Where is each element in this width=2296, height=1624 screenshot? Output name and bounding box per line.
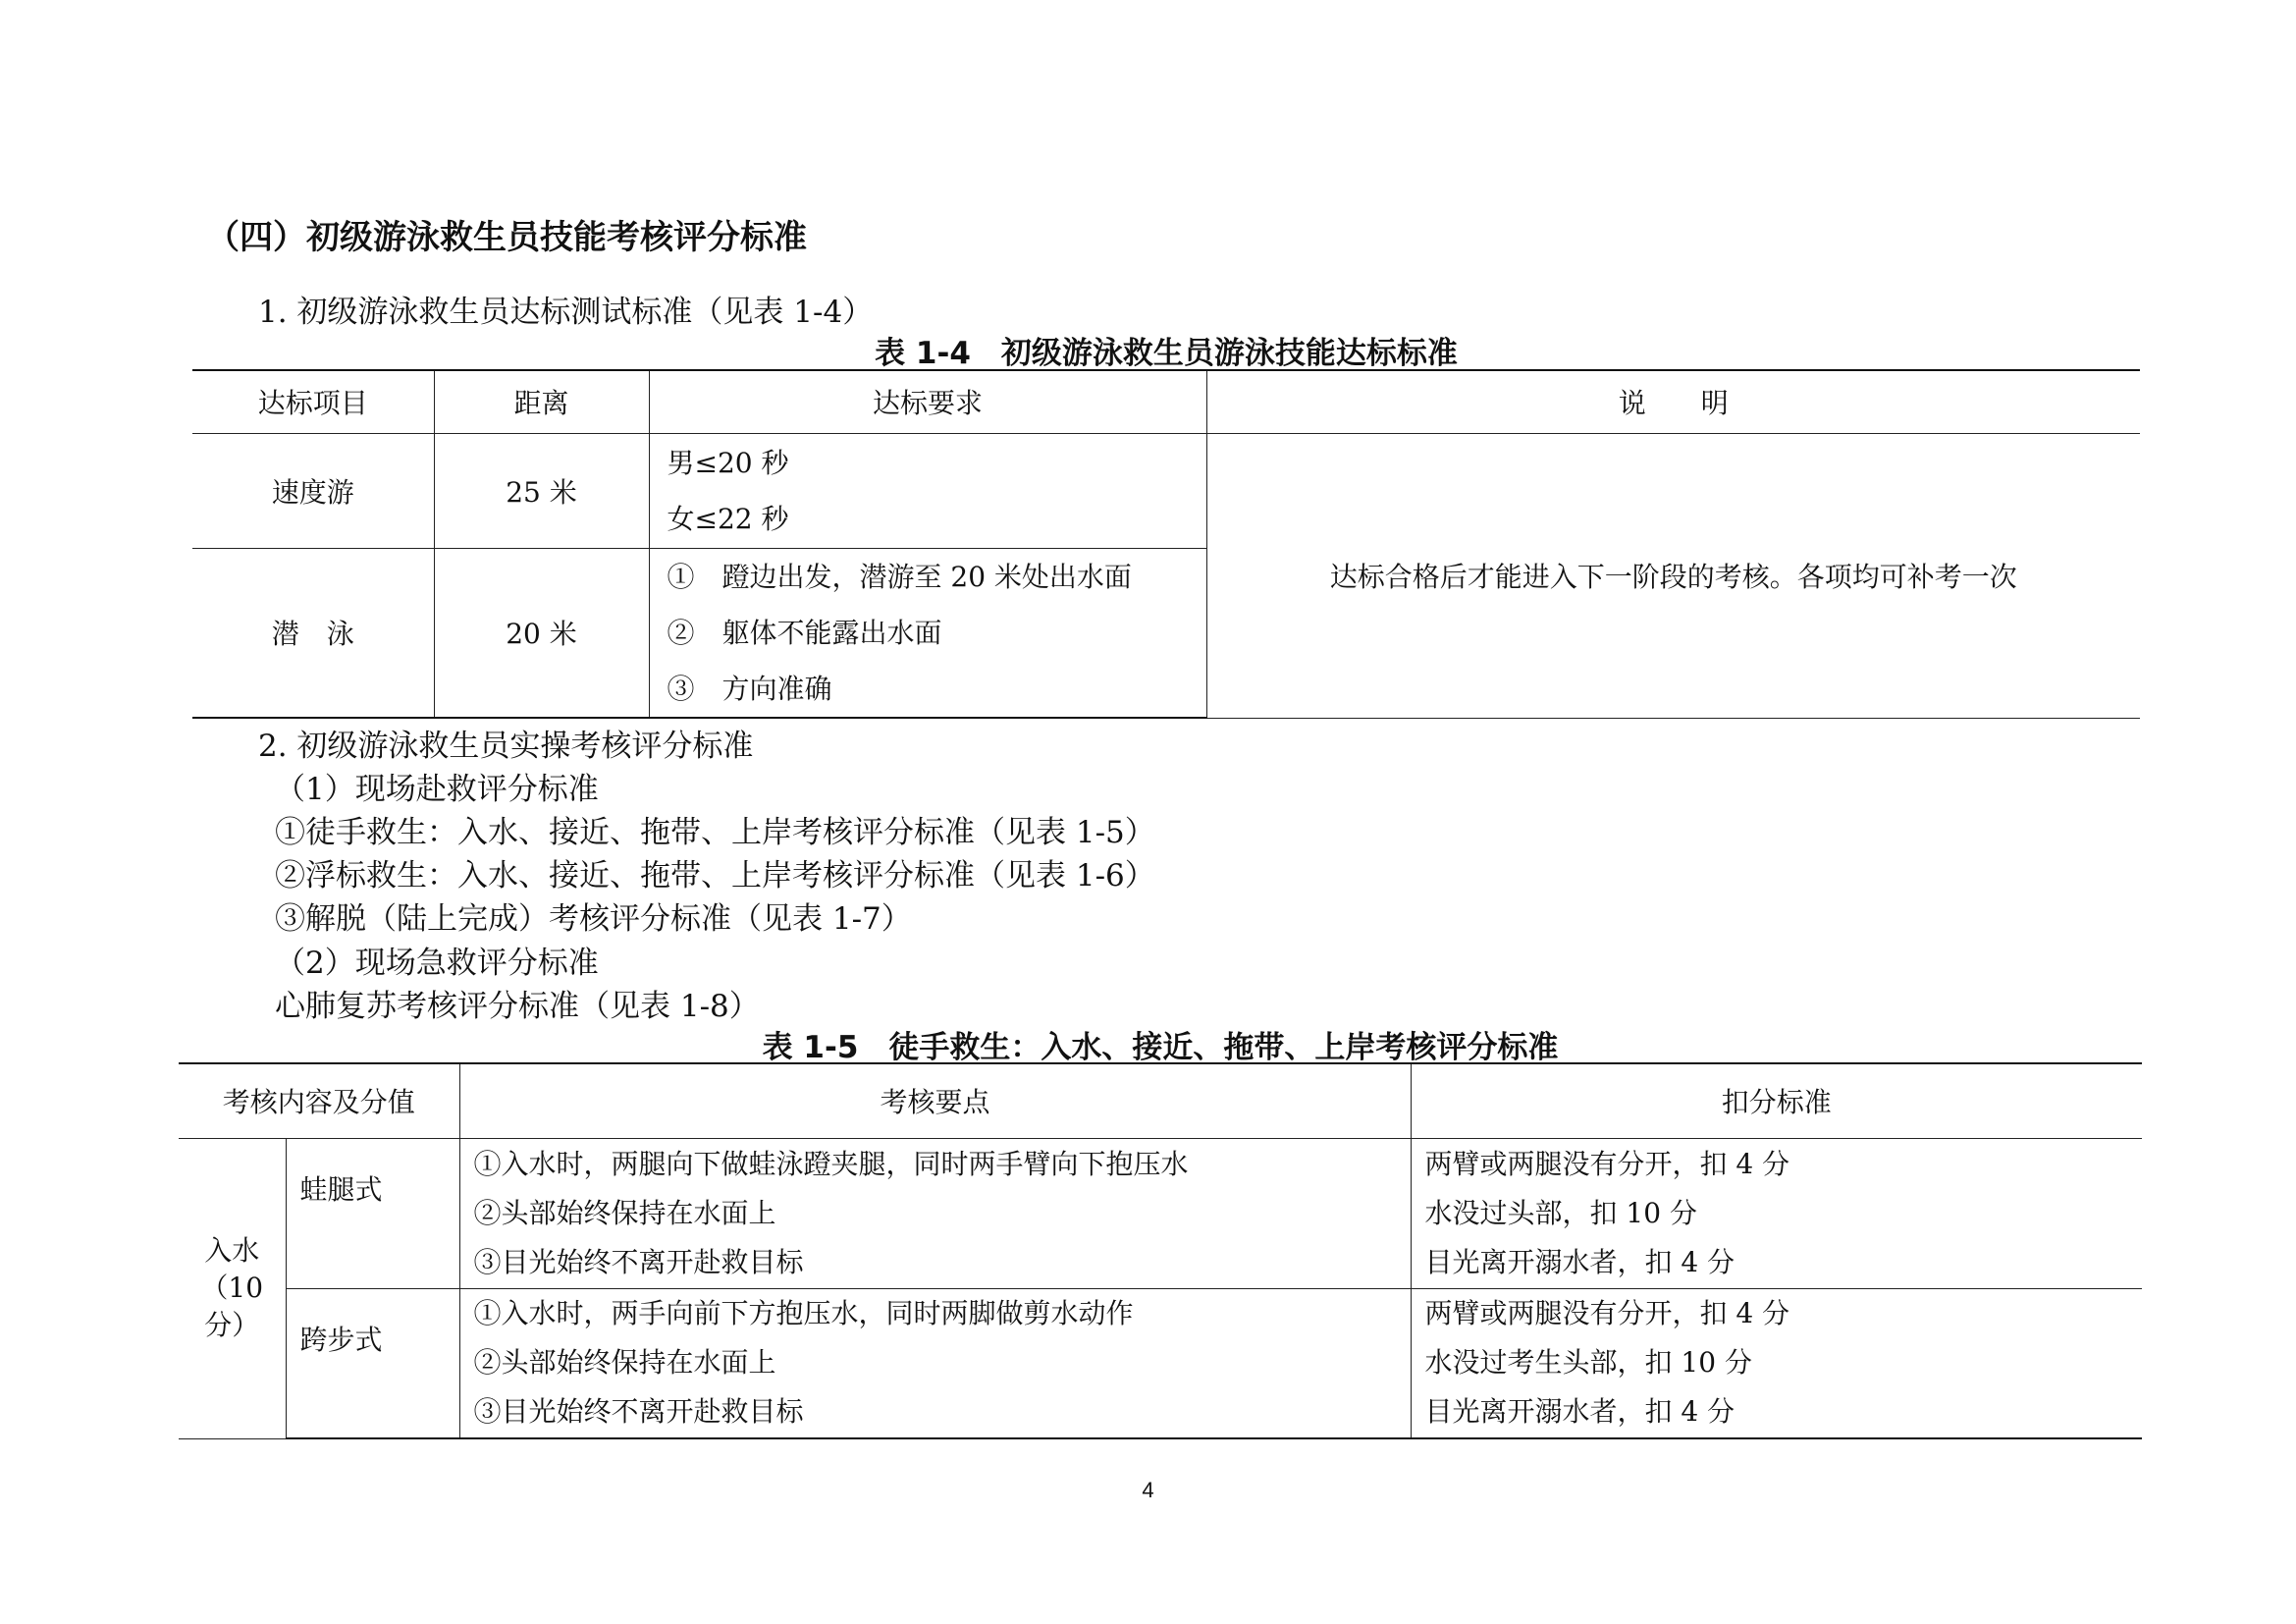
header-notes: 说 明	[1206, 370, 2140, 433]
table-row	[179, 1288, 2142, 1438]
sub-item: ③解脱（陆上完成）考核评分标准（见表 1-7）	[275, 901, 912, 937]
sub-item: （1）现场赴救评分标准	[275, 772, 599, 807]
page-number: 4	[1142, 1478, 1154, 1502]
header-item: 达标项目	[192, 370, 434, 433]
row-requirements	[649, 433, 1206, 548]
table-row	[179, 1138, 2142, 1288]
style-label: 跨步式	[286, 1288, 459, 1438]
requirement-line: ② 躯体不能露出水面	[667, 616, 942, 649]
table-1-4	[192, 369, 2140, 719]
deduction-line: 目光离开溺水者，扣 4 分	[1424, 1245, 1735, 1278]
table-1-5	[179, 1062, 2142, 1439]
deduction-line: 水没过头部，扣 10 分	[1424, 1196, 1697, 1229]
notes-cell: 达标合格后才能进入下一阶段的考核。各项均可补考一次	[1206, 433, 2140, 718]
row-item: 速度游	[192, 433, 434, 548]
deduction-line: 目光离开溺水者，扣 4 分	[1424, 1395, 1735, 1429]
group-label: 分）	[204, 1309, 260, 1341]
row-requirements	[649, 548, 1206, 718]
deduction-cell	[1411, 1138, 2142, 1288]
row-distance: 20 米	[434, 548, 649, 718]
table15-caption: 表 1-5 徒手救生：入水、接近、拖带、上岸考核评分标准	[762, 1030, 1559, 1065]
header-content-score: 考核内容及分值	[179, 1063, 459, 1138]
sub-item: 心肺复苏考核评分标准（见表 1-8）	[275, 989, 760, 1024]
row-item: 潜 泳	[192, 548, 434, 718]
key-point-line: ③目光始终不离开赴救目标	[473, 1245, 804, 1278]
section-heading: （四）初级游泳救生员技能考核评分标准	[206, 218, 807, 257]
deduction-cell	[1411, 1288, 2142, 1438]
row-distance: 25 米	[434, 433, 649, 548]
item1-text: 1. 初级游泳救生员达标测试标准（见表 1-4）	[258, 295, 874, 330]
header-key-points: 考核要点	[459, 1063, 1411, 1138]
style-label: 蛙腿式	[286, 1138, 459, 1288]
requirement-line: 女≤22 秒	[667, 502, 789, 535]
deduction-line: 水没过考生头部，扣 10 分	[1424, 1346, 1752, 1380]
key-point-line: ②头部始终保持在水面上	[473, 1346, 776, 1380]
header-requirements: 达标要求	[649, 370, 1206, 433]
sub-item: ②浮标救生：入水、接近、拖带、上岸考核评分标准（见表 1-6）	[275, 858, 1155, 893]
item2-text: 2. 初级游泳救生员实操考核评分标准	[258, 729, 754, 764]
key-point-line: ③目光始终不离开赴救目标	[473, 1395, 804, 1429]
table-header-row	[179, 1063, 2142, 1138]
requirement-line: ① 蹬边出发，潜游至 20 米处出水面	[667, 560, 1132, 593]
table-row	[192, 433, 2140, 548]
key-points-cell	[459, 1288, 1411, 1438]
key-point-line: ①入水时，两腿向下做蛙泳蹬夹腿，同时两手臂向下抱压水	[473, 1147, 1189, 1180]
key-points-cell	[459, 1138, 1411, 1288]
group-label: （10	[200, 1272, 264, 1304]
deduction-line: 两臂或两腿没有分开，扣 4 分	[1424, 1297, 1790, 1330]
header-distance: 距离	[434, 370, 649, 433]
deduction-line: 两臂或两腿没有分开，扣 4 分	[1424, 1147, 1790, 1180]
header-deduction: 扣分标准	[1411, 1063, 2142, 1138]
requirement-line: 男≤20 秒	[667, 446, 789, 479]
sub-item: （2）现场急救评分标准	[275, 946, 599, 981]
table14-caption: 表 1-4 初级游泳救生员游泳技能达标标准	[875, 336, 1458, 371]
key-point-line: ②头部始终保持在水面上	[473, 1196, 776, 1229]
table-header-row	[192, 370, 2140, 433]
group-cell	[179, 1138, 286, 1438]
requirement-line: ③ 方向准确	[667, 672, 832, 705]
sub-item: ①徒手救生：入水、接近、拖带、上岸考核评分标准（见表 1-5）	[275, 815, 1155, 850]
key-point-line: ①入水时，两手向前下方抱压水，同时两脚做剪水动作	[473, 1297, 1134, 1330]
group-label: 入水	[204, 1234, 260, 1267]
